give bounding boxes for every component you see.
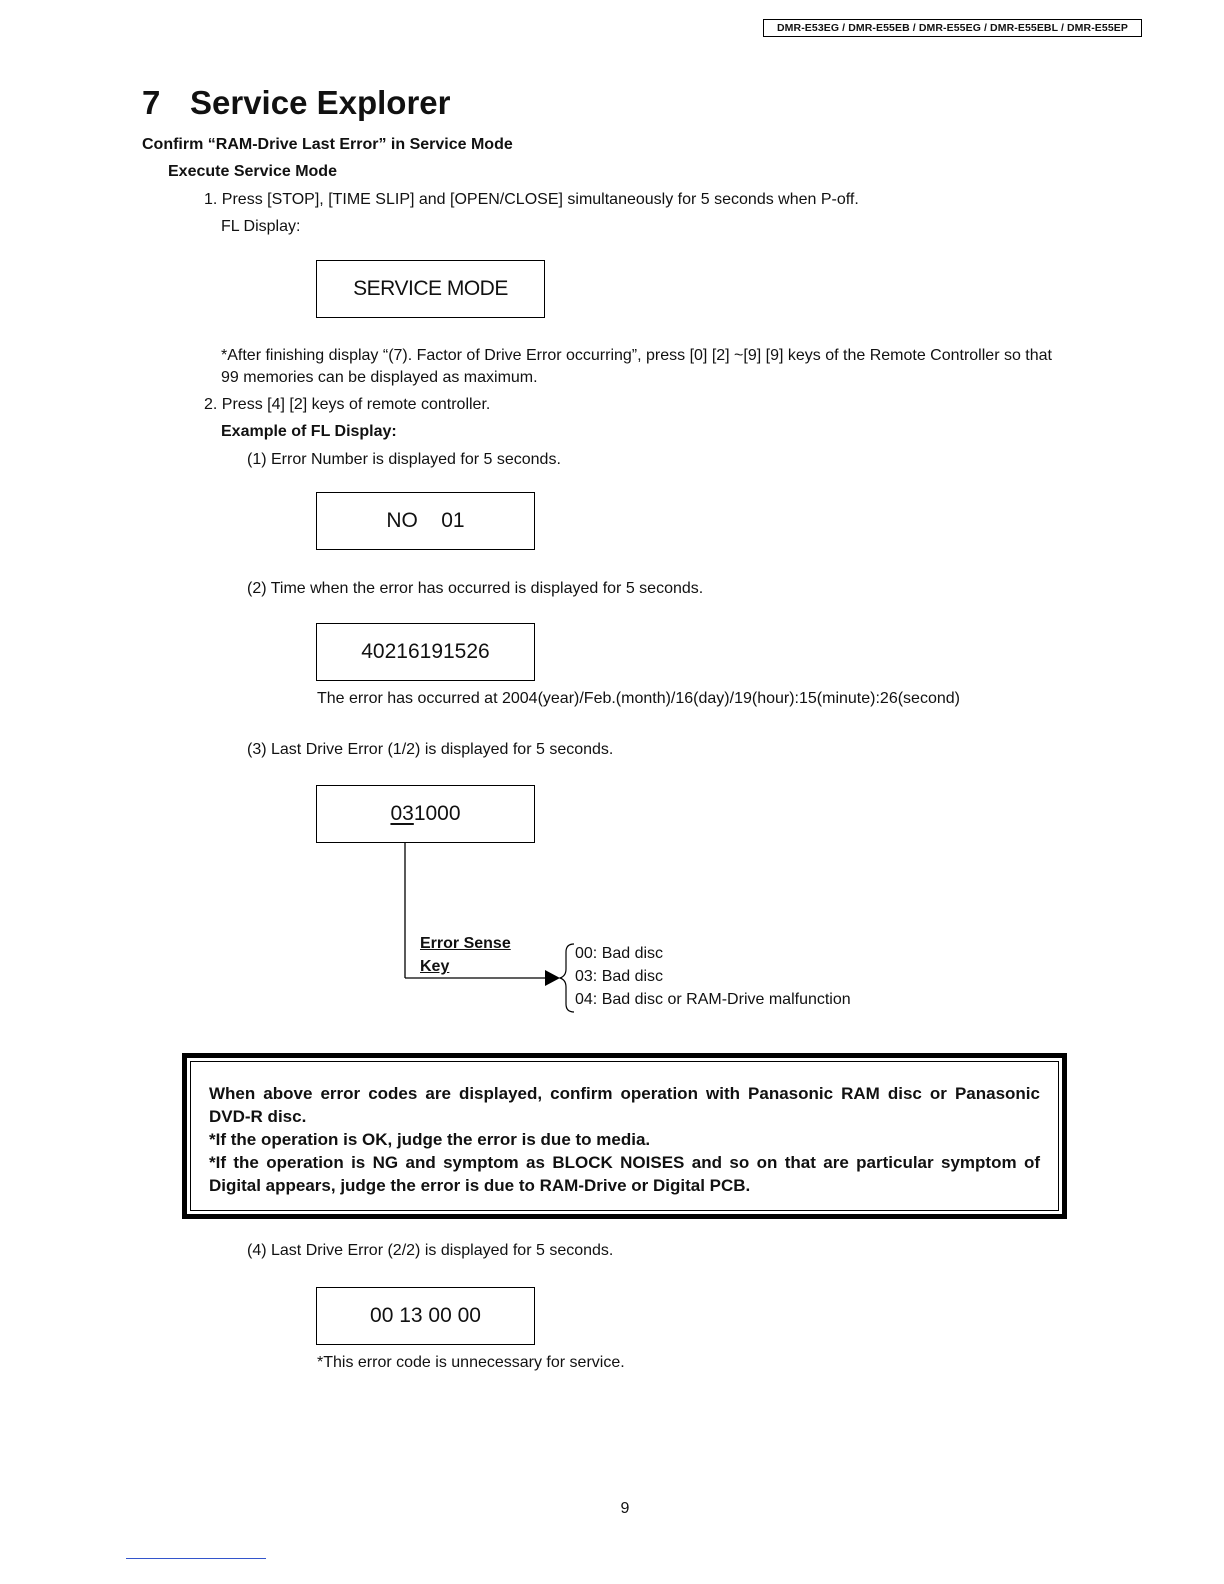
notice-line-2: *If the operation is OK, judge the error is due to media. [209,1130,651,1149]
service-mode-display: SERVICE MODE [316,260,545,318]
step-1: 1. Press [STOP], [TIME SLIP] and [OPEN/CLOSE] simultaneously for 5 seconds when P-off. [204,191,859,208]
example-2-text: (2) Time when the error has occurred is displayed for 5 seconds. [247,580,704,597]
notice-line-1: When above error codes are displayed, confirm operation with Panasonic RAM disc or Panasonic DVD-R disc. [209,1084,1040,1126]
curly-brace-icon [560,944,574,1012]
section-number: 7 [142,84,161,121]
section-title [142,84,451,122]
sense-key-digits: 03 [390,802,414,825]
notice-box [182,1053,1067,1219]
sense-key-connector [390,830,590,1020]
section-subtitle: Confirm “RAM-Drive Last Error” in Service Mode [142,136,513,153]
sense-code-item: 00: Bad disc [575,945,664,962]
example-4-text: (4) Last Drive Error (2/2) is displayed for 5 seconds. [247,1242,614,1259]
example-4-caption: *This error code is unnecessary for service. [317,1354,625,1371]
sense-code-item: 04: Bad disc or RAM-Drive malfunction [575,991,851,1008]
example-1-text: (1) Error Number is displayed for 5 seconds. [247,451,561,468]
model-header: DMR-E53EG / DMR-E55EB / DMR-E55EG / DMR-E55EBL / DMR-E55EP [763,19,1142,37]
note-line-2: 99 memories can be displayed as maximum. [221,369,538,386]
notice-inner [190,1061,1059,1211]
last-drive-error-2-display: 00 13 00 00 [316,1287,535,1345]
notice-line-3: *If the operation is NG and symptom as BLOCK NOISES and so on that are particular symptom of Digital appears, judge the error is due to RAM-Drive or Digital PCB. [209,1153,1040,1195]
error-sense-label-line-1: Error Sense [420,935,511,952]
error-number-display: NO 01 [316,492,535,550]
arrow-head-icon [545,970,560,986]
example-label: Example of FL Display: [221,423,397,440]
remaining-error-digits: 1000 [413,802,461,825]
footer-rule [126,1558,266,1559]
page-number: 9 [620,1500,630,1517]
error-sense-label-line-2: Key [420,958,450,975]
sense-code-item: 03: Bad disc [575,968,664,985]
fl-display-label: FL Display: [221,218,301,235]
section-title-text: Service Explorer [190,84,451,121]
error-sense-key-label [420,932,511,978]
sense-code-list [575,942,851,1011]
step-2: 2. Press [4] [2] keys of remote controller. [204,396,491,413]
section-subheading: Execute Service Mode [168,163,337,180]
error-time-caption: The error has occurred at 2004(year)/Feb.(month)/16(day)/19(hour):15(minute):26(second) [317,690,960,707]
note-line-1: *After finishing display “(7). Factor of Drive Error occurring”, press [0] [2] ~[9] [9] keys of the Remote Controller so that [221,347,1052,364]
error-time-display: 40216191526 [316,623,535,681]
example-3-text: (3) Last Drive Error (1/2) is displayed for 5 seconds. [247,741,614,758]
